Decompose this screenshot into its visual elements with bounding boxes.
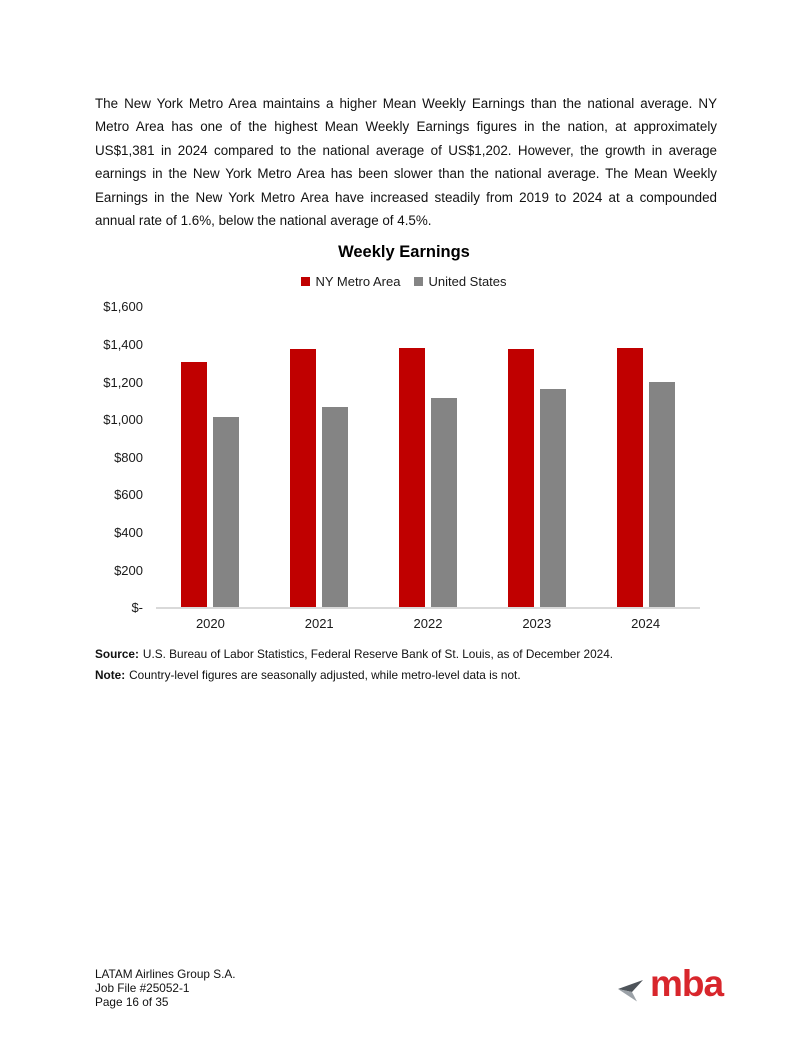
mba-logo [614, 963, 734, 1014]
x-axis-label-2020: 2020 [195, 616, 225, 631]
bar-ny-metro-area-2021 [290, 349, 316, 608]
x-axis-label-2023: 2023 [522, 616, 552, 631]
bar-united-states-2020 [213, 417, 239, 608]
y-axis-tick-label: $200 [114, 562, 143, 578]
legend-marker-gray-square-icon [414, 277, 423, 286]
bar-united-states-2021 [322, 407, 348, 608]
note-label: Note: [95, 668, 126, 682]
legend-label-ny-metro-area: NY Metro Area [315, 273, 401, 289]
bar-ny-metro-area-2022 [399, 348, 425, 608]
y-axis-tick-label: $600 [114, 487, 143, 503]
y-axis-tick-labels [95, 300, 143, 618]
bar-ny-metro-area-2024 [617, 348, 643, 608]
note-text: Country-level figures are seasonally adjusted, while metro-level data is not. [129, 668, 521, 682]
bar-group-2022 [374, 307, 483, 608]
legend-item-ny-metro-area [301, 274, 400, 289]
y-axis-tick-label: $1,200 [103, 374, 143, 390]
source-label: Source: [95, 647, 139, 661]
bar-group-2021 [265, 307, 374, 608]
bar-united-states-2023 [540, 389, 566, 608]
chart-legend [88, 273, 720, 289]
mba-dart-icon [614, 972, 648, 1004]
bar-united-states-2024 [649, 382, 675, 608]
legend-label-united-states: United States [428, 273, 507, 289]
x-axis-label-2021: 2021 [304, 616, 334, 631]
x-axis-line [156, 607, 700, 609]
bar-united-states-2022 [431, 398, 457, 608]
bar-group-2020 [156, 307, 265, 608]
x-axis-label-2024: 2024 [631, 616, 661, 631]
legend-item-united-states [414, 274, 506, 289]
y-axis-tick-label: $1,000 [103, 412, 143, 428]
footer-job-file: Job File #25052-1 [95, 981, 190, 996]
bar-ny-metro-area-2023 [508, 349, 534, 608]
y-axis-tick-label: $800 [114, 449, 143, 465]
source-line [95, 647, 613, 661]
footer-page-number: Page 16 of 35 [95, 995, 169, 1010]
note-line [95, 668, 521, 682]
legend-marker-red-square-icon [301, 277, 310, 286]
mba-logo-text: mba [650, 963, 724, 1004]
y-axis-tick-label: $1,600 [103, 299, 143, 315]
y-axis-tick-label: $400 [114, 525, 143, 541]
intro-paragraph: The New York Metro Area maintains a higher Mean Weekly Earnings than the national average. NY Metro Area has one of the highest Mean Weekly Earnings figures in the nation, at approximately US$1,381 in 2024 compared to the national average of US$1,202. However, the growth in average earnings in the New York Metro Area has been slower than the national average. The Mean Weekly Earnings in the New York Metro Area have increased steadily from 2019 to 2024 at a compounded annual rate of 1.6%, below the national average of 4.5%. [95, 96, 717, 229]
bar-group-2024 [591, 307, 700, 608]
x-axis-labels [156, 616, 700, 631]
x-axis-label-2022: 2022 [413, 616, 443, 631]
chart-title: Weekly Earnings [338, 243, 470, 261]
bar-ny-metro-area-2020 [181, 362, 207, 608]
bar-chart-plot-area [156, 307, 700, 608]
source-text: U.S. Bureau of Labor Statistics, Federal Reserve Bank of St. Louis, as of December 2024. [142, 647, 614, 661]
footer-company: LATAM Airlines Group S.A. [95, 967, 236, 981]
y-axis-tick-label: $- [131, 600, 143, 616]
bar-group-2023 [482, 307, 591, 608]
y-axis-tick-label: $1,400 [103, 336, 143, 352]
footer-info [95, 967, 236, 1010]
